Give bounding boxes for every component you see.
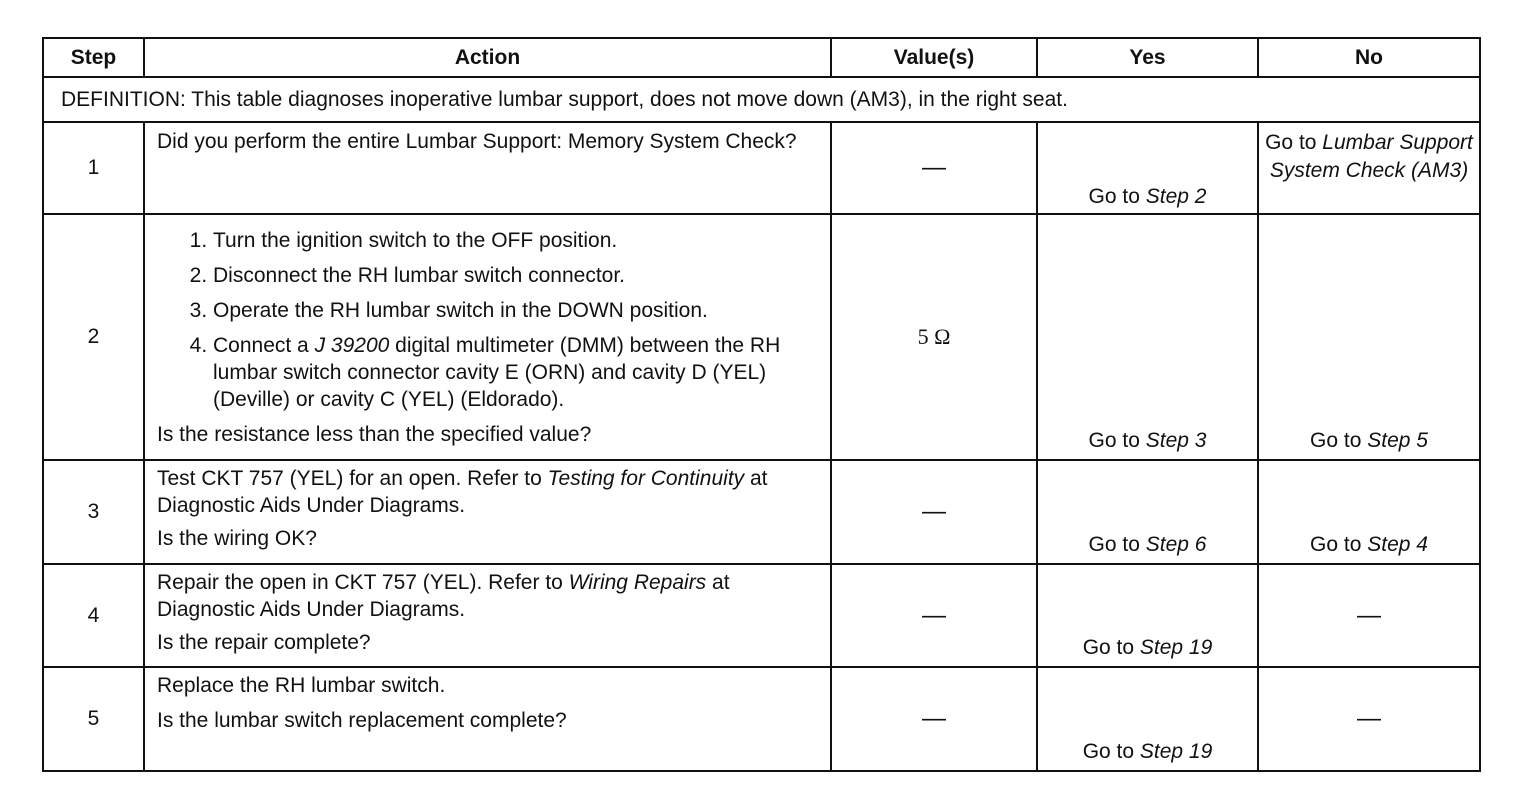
- action-cell: [144, 667, 831, 771]
- value-cell: [831, 460, 1037, 564]
- yes-ref: Step 6: [1145, 533, 1207, 556]
- no-cell: [1258, 460, 1480, 564]
- action-text: [157, 465, 818, 519]
- doc-ref: Wiring Repairs: [568, 571, 707, 594]
- no-text: —: [1357, 601, 1381, 629]
- diagnostic-table: [42, 37, 1481, 772]
- question-text: Is the wiring OK?: [157, 527, 317, 550]
- action-cell: [144, 122, 831, 214]
- value-text: —: [922, 154, 946, 181]
- list-item: 3. Operate the RH lumbar switch in the DOWN position.: [213, 297, 818, 324]
- action-cell: [144, 214, 831, 460]
- list-item: 2. Disconnect the RH lumbar switch connector.: [213, 262, 818, 289]
- definition-text: DEFINITION: This table diagnoses inoperative lumbar support, does not move down (AM3), in the right seat.: [43, 77, 1480, 122]
- value-cell: [831, 214, 1037, 460]
- item-text: digital multimeter (DMM) between the RH lumbar switch connector cavity E (ORN) and cavity D (YEL) (Deville) or cavity C (YEL) (Eldorado).: [213, 334, 781, 411]
- action-text: [157, 569, 818, 623]
- value-text: —: [922, 601, 946, 629]
- yes-prefix: Go to: [1088, 429, 1146, 452]
- no-cell: [1258, 214, 1480, 460]
- header-action: Action: [144, 38, 831, 77]
- action-text: Did you perform the entire Lumbar Support: Memory System Check?: [157, 130, 797, 153]
- yes-cell: [1037, 214, 1258, 460]
- no-prefix: Go to: [1310, 429, 1368, 452]
- doc-ref: Testing for Continuity: [547, 467, 745, 490]
- table-row: [43, 122, 1480, 214]
- header-row: [43, 38, 1480, 77]
- table-row: [43, 667, 1480, 771]
- action-text-part: at Diagnostic Aids Under Diagrams.: [157, 571, 730, 621]
- value-text: —: [922, 705, 946, 732]
- table-row: [43, 564, 1480, 667]
- action-text-part: Test CKT 757 (YEL) for an open. Refer to: [157, 467, 548, 490]
- tool-ref: J 39200: [314, 334, 390, 357]
- step-number: 2: [43, 214, 144, 460]
- value-cell: [831, 564, 1037, 667]
- question-text: Is the repair complete?: [157, 631, 371, 654]
- no-cell: [1258, 122, 1480, 214]
- value-text: —: [922, 498, 946, 525]
- yes-ref: Step 3: [1145, 429, 1207, 452]
- step-number: 3: [43, 460, 144, 564]
- definition-row: [43, 77, 1480, 122]
- yes-cell: [1037, 564, 1258, 667]
- step-number: 5: [43, 667, 144, 771]
- no-ref: Step 5: [1367, 429, 1428, 452]
- value-cell: [831, 122, 1037, 214]
- yes-ref: Step 2: [1145, 185, 1207, 208]
- yes-prefix: Go to: [1088, 185, 1146, 208]
- step-number: 4: [43, 564, 144, 667]
- yes-ref: Step 19: [1139, 740, 1213, 763]
- action-text-part: Repair the open in CKT 757 (YEL). Refer to: [157, 571, 569, 594]
- no-ref: Lumbar Support System Check (AM3): [1269, 131, 1473, 182]
- question-text: Is the resistance less than the specified value?: [157, 423, 592, 446]
- procedure-list: [157, 227, 818, 413]
- list-item: 1. Turn the ignition switch to the OFF position.: [213, 227, 818, 254]
- no-cell: [1258, 564, 1480, 667]
- list-item: [213, 332, 818, 413]
- yes-prefix: Go to: [1082, 636, 1140, 659]
- no-prefix: Go to: [1265, 131, 1323, 154]
- header-yes: Yes: [1037, 38, 1258, 77]
- yes-cell: [1037, 667, 1258, 771]
- step-number: 1: [43, 122, 144, 214]
- yes-prefix: Go to: [1082, 740, 1140, 763]
- header-no: No: [1258, 38, 1480, 77]
- item-text: Connect a: [213, 334, 315, 357]
- yes-ref: Step 19: [1139, 636, 1213, 659]
- header-step: Step: [43, 38, 144, 77]
- value-cell: [831, 667, 1037, 771]
- action-text-part: at Diagnostic Aids Under Diagrams.: [157, 467, 768, 517]
- header-values: Value(s): [831, 38, 1037, 77]
- value-text: 5 Ω: [917, 324, 951, 349]
- no-prefix: Go to: [1310, 533, 1368, 556]
- action-text: Replace the RH lumbar switch.: [157, 674, 446, 697]
- yes-cell: [1037, 460, 1258, 564]
- table-row: [43, 214, 1480, 460]
- table-row: [43, 460, 1480, 564]
- action-cell: [144, 564, 831, 667]
- no-ref: Step 4: [1367, 533, 1428, 556]
- yes-cell: [1037, 122, 1258, 214]
- no-cell: [1258, 667, 1480, 771]
- action-cell: [144, 460, 831, 564]
- question-text: Is the lumbar switch replacement complete?: [157, 709, 567, 732]
- yes-prefix: Go to: [1088, 533, 1146, 556]
- no-text: —: [1357, 705, 1381, 732]
